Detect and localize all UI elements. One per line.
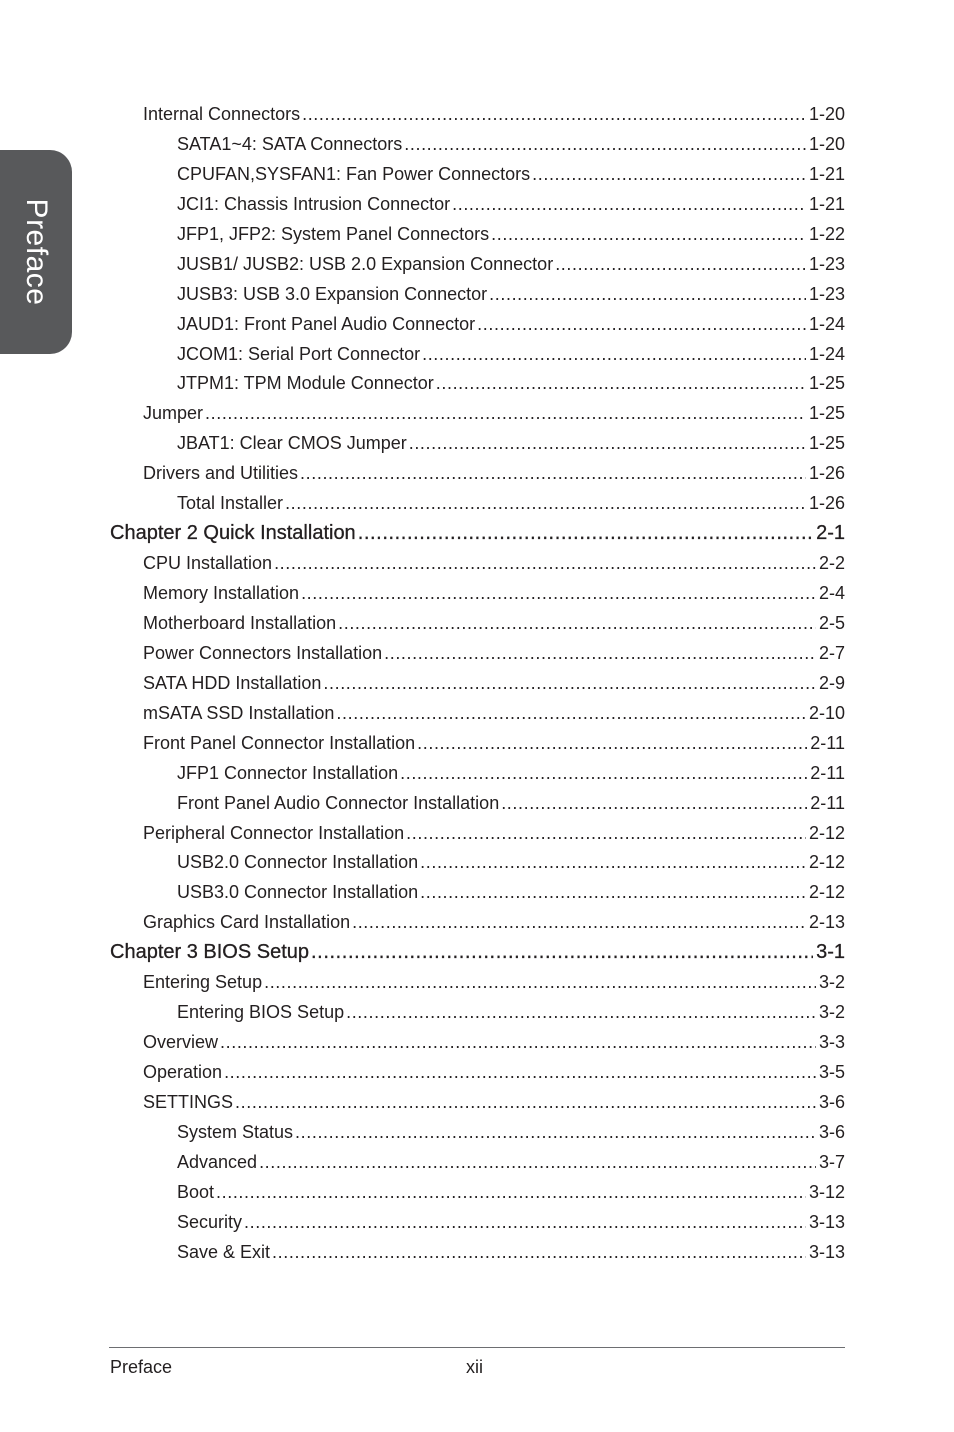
- toc-dot-leader: [235, 1088, 816, 1118]
- toc-entry[interactable]: [110, 369, 845, 399]
- toc-dot-leader: [338, 609, 816, 639]
- toc-dot-leader: [220, 1028, 816, 1058]
- toc-entry[interactable]: [110, 100, 845, 130]
- toc-entry[interactable]: [110, 609, 845, 639]
- toc-entry-title: JBAT1: Clear CMOS Jumper: [177, 433, 407, 454]
- toc-entry-title: USB3.0 Connector Installation: [177, 882, 419, 903]
- toc-entry-page: 2-4: [818, 583, 845, 603]
- toc-entry[interactable]: [110, 280, 845, 310]
- toc-entry-title: mSATA SSD Installation: [143, 702, 335, 723]
- toc-entry-page: 1-26: [808, 493, 845, 514]
- toc-entry-title: Overview: [143, 1032, 219, 1053]
- toc-entry-page: 3-2: [818, 972, 845, 993]
- toc-entry[interactable]: [110, 968, 845, 998]
- toc-entry[interactable]: [110, 579, 845, 609]
- toc-chapter-entry[interactable]: [110, 938, 845, 968]
- footer-section-name: Preface: [110, 1357, 173, 1377]
- toc-dot-leader: [384, 639, 816, 669]
- toc-entry[interactable]: [110, 459, 845, 489]
- toc-entry-page: 2-2: [818, 553, 845, 574]
- toc-entry-page: 3-6: [818, 1091, 845, 1112]
- toc-dot-leader: [274, 549, 816, 579]
- toc-entry[interactable]: [110, 759, 845, 789]
- toc-dot-leader: [555, 250, 806, 280]
- toc-entry[interactable]: [110, 489, 845, 519]
- toc-entry[interactable]: [110, 549, 845, 579]
- toc-entry-title: SETTINGS: [143, 1091, 234, 1112]
- toc-entry-page: 3-1: [816, 941, 845, 964]
- toc-entry[interactable]: [110, 998, 845, 1028]
- toc-entry-title: Front Panel Connector Installation: [143, 732, 416, 753]
- toc-dot-leader: [436, 369, 806, 399]
- toc-entry-title: Entering BIOS Setup: [177, 1002, 345, 1023]
- toc-entry-page: 1-24: [808, 343, 845, 364]
- toc-entry-page: 3-13: [808, 1241, 845, 1262]
- toc-entry-title: Power Connectors Installation: [143, 642, 383, 663]
- toc-entry[interactable]: [110, 908, 845, 938]
- toc-entry-page: 2-12: [808, 852, 845, 873]
- toc-entry-title: Chapter 2 Quick Installation: [110, 522, 356, 545]
- toc-dot-leader: [285, 489, 806, 519]
- toc-entry-page: 2-1: [816, 522, 845, 545]
- toc-entry[interactable]: [110, 310, 845, 340]
- toc-entry-page: 2-11: [810, 762, 845, 783]
- toc-dot-leader: [477, 310, 806, 340]
- toc-entry-page: 1-23: [808, 253, 845, 274]
- toc-dot-leader: [489, 280, 806, 310]
- toc-entry-title: JAUD1: Front Panel Audio Connector: [177, 313, 476, 334]
- toc-entry-title: System Status: [177, 1121, 294, 1142]
- toc-dot-leader: [259, 1148, 816, 1178]
- toc-entry-page: 1-20: [808, 133, 845, 154]
- toc-entry-title: JCI1: Chassis Intrusion Connector: [177, 193, 451, 214]
- toc-entry-page: 2-12: [808, 882, 845, 903]
- toc-dot-leader: [336, 699, 806, 729]
- toc-dot-leader: [404, 130, 806, 160]
- toc-entry-title: Chapter 3 BIOS Setup: [110, 941, 310, 964]
- toc-dot-leader: [264, 968, 816, 998]
- toc-chapter-entry[interactable]: [110, 519, 845, 549]
- toc-dot-leader: [417, 729, 807, 759]
- toc-dot-leader: [301, 579, 816, 609]
- toc-entry-page: 3-5: [818, 1062, 845, 1082]
- toc-entry-page: 1-26: [808, 463, 845, 484]
- toc-entry-page: 1-20: [808, 104, 845, 124]
- toc-entry-title: USB2.0 Connector Installation: [177, 852, 419, 873]
- toc-entry[interactable]: [110, 160, 845, 190]
- toc-entry[interactable]: [110, 729, 845, 759]
- toc-entry-title: JUSB1/ JUSB2: USB 2.0 Expansion Connector: [177, 253, 554, 274]
- toc-dot-leader: [501, 789, 807, 819]
- toc-entry-title: Total Installer: [177, 493, 284, 514]
- toc-entry[interactable]: [110, 340, 845, 370]
- toc-dot-leader: [532, 160, 806, 190]
- toc-dot-leader: [400, 759, 807, 789]
- toc-dot-leader: [295, 1118, 816, 1148]
- toc-entry-page: 1-21: [808, 163, 845, 184]
- toc-entry-title: Memory Installation: [143, 583, 300, 603]
- toc-entry-title: Peripheral Connector Installation: [143, 822, 405, 843]
- toc-entry-title: Operation: [143, 1062, 223, 1082]
- toc-entry-title: Entering Setup: [143, 972, 263, 993]
- toc-entry[interactable]: [110, 220, 845, 250]
- toc-dot-leader: [358, 519, 813, 549]
- toc-dot-leader: [311, 938, 813, 968]
- toc-entry[interactable]: [110, 669, 845, 699]
- toc-entry-page: 3-6: [818, 1121, 845, 1142]
- footer-divider: [109, 1347, 845, 1348]
- toc-dot-leader: [491, 220, 806, 250]
- toc-dot-leader: [422, 340, 806, 370]
- toc-entry-title: Advanced: [177, 1151, 258, 1172]
- toc-entry-page: 1-24: [808, 313, 845, 334]
- toc-entry-page: 1-22: [808, 223, 845, 244]
- toc-entry[interactable]: [110, 848, 845, 878]
- toc-entry-title: Save & Exit: [177, 1241, 271, 1262]
- toc-dot-leader: [420, 878, 806, 908]
- toc-entry-title: JFP1, JFP2: System Panel Connectors: [177, 223, 490, 244]
- toc-dot-leader: [346, 998, 816, 1028]
- toc-entry-title: JTPM1: TPM Module Connector: [177, 373, 434, 394]
- toc-entry-title: Front Panel Audio Connector Installation: [177, 792, 500, 813]
- toc-entry[interactable]: [110, 789, 845, 819]
- toc-entry-page: 2-5: [818, 612, 845, 633]
- toc-entry-title: Internal Connectors: [143, 104, 301, 124]
- toc-entry[interactable]: [110, 429, 845, 459]
- toc-dot-leader: [452, 190, 806, 220]
- toc-entry-title: Drivers and Utilities: [143, 463, 299, 484]
- toc-entry[interactable]: [110, 819, 845, 849]
- toc-dot-leader: [244, 1208, 806, 1238]
- section-side-tab: [0, 150, 72, 354]
- toc-dot-leader: [420, 848, 806, 878]
- toc-entry-title: Boot: [177, 1181, 215, 1202]
- toc-dot-leader: [272, 1238, 806, 1268]
- toc-dot-leader: [352, 908, 806, 938]
- toc-entry-title: Motherboard Installation: [143, 612, 337, 633]
- toc-entry-page: 2-11: [810, 732, 845, 753]
- toc-dot-leader: [300, 459, 806, 489]
- toc-entry-page: 2-12: [808, 822, 845, 843]
- toc-entry-page: 2-7: [818, 642, 845, 663]
- toc-entry-title: JFP1 Connector Installation: [177, 762, 399, 783]
- toc-entry[interactable]: [110, 130, 845, 160]
- toc-dot-leader: [216, 1178, 806, 1208]
- toc-entry-title: SATA HDD Installation: [143, 672, 322, 693]
- toc-entry-title: JUSB3: USB 3.0 Expansion Connector: [177, 283, 488, 304]
- toc-entry-title: Security: [177, 1211, 243, 1232]
- toc-entry-page: 3-7: [818, 1151, 845, 1172]
- toc-dot-leader: [409, 429, 806, 459]
- toc-dot-leader: [205, 399, 806, 429]
- toc-entry-page: 2-9: [818, 672, 845, 693]
- toc-entry-page: 2-11: [810, 792, 845, 813]
- toc-entry[interactable]: [110, 190, 845, 220]
- toc-entry-title: Jumper: [143, 403, 204, 424]
- toc-entry-page: 1-25: [808, 433, 845, 454]
- toc-entry-title: SATA1~4: SATA Connectors: [177, 133, 403, 154]
- toc-entry[interactable]: [110, 1208, 845, 1238]
- toc-entry-page: 3-3: [818, 1032, 845, 1053]
- side-tab-label: Preface: [20, 198, 53, 306]
- footer-page-number: xii: [466, 1357, 483, 1377]
- toc-entry-title: CPUFAN,SYSFAN1: Fan Power Connectors: [177, 163, 531, 184]
- toc-entry[interactable]: [110, 1118, 845, 1148]
- toc-entry[interactable]: [110, 250, 845, 280]
- toc-entry-page: 1-25: [808, 373, 845, 394]
- toc-entry-title: CPU Installation: [143, 553, 273, 574]
- toc-entry-page: 3-12: [808, 1181, 845, 1202]
- toc-entry[interactable]: [110, 1028, 845, 1058]
- toc-entry-page: 1-21: [808, 193, 845, 214]
- toc-entry-title: JCOM1: Serial Port Connector: [177, 343, 421, 364]
- toc-entry-page: 3-2: [818, 1002, 845, 1023]
- toc-entry-page: 1-23: [808, 283, 845, 304]
- toc-entry[interactable]: [110, 639, 845, 669]
- toc-entry-title: Graphics Card Installation: [143, 912, 351, 933]
- toc-entry[interactable]: [110, 1088, 845, 1118]
- toc-entry[interactable]: [110, 699, 845, 729]
- toc-entry[interactable]: [110, 1178, 845, 1208]
- toc-entry-page: 3-13: [808, 1211, 845, 1232]
- toc-entry[interactable]: [110, 878, 845, 908]
- toc-entry-page: 2-13: [808, 912, 845, 933]
- toc-entry[interactable]: [110, 399, 845, 429]
- toc-entry-page: 1-25: [808, 403, 845, 424]
- toc-entry-page: 2-10: [808, 702, 845, 723]
- table-of-contents: [110, 100, 845, 1268]
- toc-entry[interactable]: [110, 1238, 845, 1268]
- toc-dot-leader: [224, 1058, 816, 1088]
- toc-entry[interactable]: [110, 1058, 845, 1088]
- toc-entry[interactable]: [110, 1148, 845, 1178]
- toc-dot-leader: [406, 819, 806, 849]
- toc-dot-leader: [323, 669, 816, 699]
- toc-dot-leader: [302, 100, 806, 130]
